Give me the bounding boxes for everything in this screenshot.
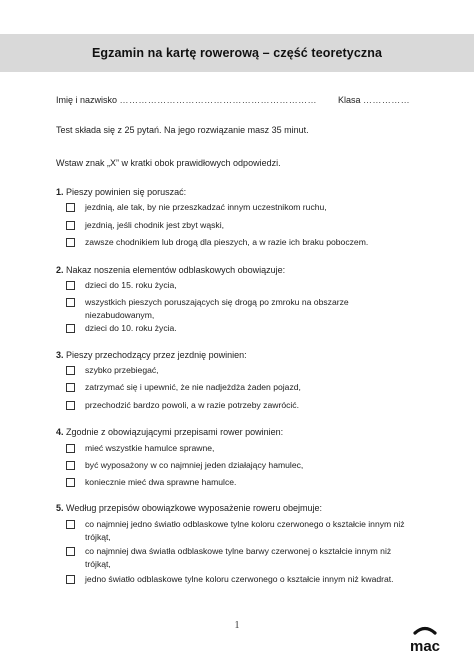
option-text: szybko przebiegać, <box>85 365 159 375</box>
option-text: dzieci do 10. roku życia. <box>85 323 177 333</box>
name-field-row <box>56 94 317 106</box>
question-4-option-3[interactable] <box>66 476 406 489</box>
option-text: jezdnią, jeśli chodnik jest zbyt wąski, <box>85 220 224 230</box>
option-text: być wyposażony w co najmniej jeden działający hamulec, <box>85 460 304 470</box>
question-1-option-1[interactable] <box>66 201 406 214</box>
question-3 <box>56 349 247 361</box>
intro-time-info: Test składa się z 25 pytań. Na jego rozwiązanie masz 35 minut. <box>56 125 309 135</box>
checkbox[interactable] <box>66 401 75 410</box>
question-1-option-2[interactable] <box>66 219 406 232</box>
option-text: koniecznie mieć dwa sprawne hamulce. <box>85 477 237 487</box>
checkbox[interactable] <box>66 444 75 453</box>
question-text: Nakaz noszenia elementów odblaskowych obowiązuje: <box>66 265 286 275</box>
logo-text: mac <box>409 638 441 655</box>
checkbox[interactable] <box>66 281 75 290</box>
question-5-option-1[interactable] <box>66 518 406 543</box>
option-text: przechodzić bardzo powoli, a w razie potrzeby zawrócić. <box>85 400 299 410</box>
question-3-option-3[interactable] <box>66 399 406 412</box>
checkbox[interactable] <box>66 575 75 584</box>
question-1-option-3[interactable] <box>66 236 406 249</box>
option-text: jezdnią, ale tak, by nie przeszkadzać innym uczestnikom ruchu, <box>85 202 327 212</box>
question-number: 4. <box>56 427 64 437</box>
checkbox[interactable] <box>66 478 75 487</box>
checkbox[interactable] <box>66 221 75 230</box>
question-text: Pieszy powinien się poruszać: <box>66 187 187 197</box>
checkbox[interactable] <box>66 461 75 470</box>
question-number: 2. <box>56 265 64 275</box>
checkbox[interactable] <box>66 238 75 247</box>
option-text: mieć wszystkie hamulce sprawne, <box>85 443 215 453</box>
question-number: 1. <box>56 187 64 197</box>
checkbox[interactable] <box>66 520 75 529</box>
option-text: zawsze chodnikiem lub drogą dla pieszych, a w razie ich braku poboczem. <box>85 237 369 247</box>
class-field[interactable]: …………… <box>363 95 411 105</box>
page-title: Egzamin na kartę rowerową – część teoretyczna <box>91 46 383 60</box>
question-text: Pieszy przechodzący przez jezdnię powinien: <box>66 350 247 360</box>
question-1 <box>56 186 186 198</box>
option-text: dzieci do 15. roku życia, <box>85 280 177 290</box>
question-2 <box>56 264 285 276</box>
option-text: zatrzymać się i upewnić, że nie nadjeżdża żaden pojazd, <box>85 382 301 392</box>
page-number: 1 <box>234 620 240 631</box>
question-number: 3. <box>56 350 64 360</box>
checkbox[interactable] <box>66 203 75 212</box>
option-text: co najmniej dwa światła odblaskowe tylne barwy czerwonej o kształcie innym niż trójkąt, <box>85 546 392 569</box>
question-4-option-1[interactable] <box>66 442 406 455</box>
name-field[interactable]: ……………………………………………………… <box>119 95 317 105</box>
option-text: wszystkich pieszych poruszających się drogą po zmroku na obszarze niezabudowanym, <box>85 297 349 320</box>
option-text: jedno światło odblaskowe tylne koloru czerwonego o kształcie innym niż kwadrat. <box>85 574 394 584</box>
question-2-option-3[interactable] <box>66 322 406 335</box>
class-field-row <box>338 94 410 106</box>
question-2-option-1[interactable] <box>66 279 406 292</box>
question-4-option-2[interactable] <box>66 459 406 472</box>
checkbox[interactable] <box>66 547 75 556</box>
question-5-option-2[interactable] <box>66 545 406 570</box>
option-text: co najmniej jedno światło odblaskowe tylne koloru czerwonego o kształcie innym niż trójkąt, <box>85 519 405 542</box>
question-number: 5. <box>56 503 64 513</box>
mac-logo-icon <box>405 623 445 659</box>
name-label: Imię i nazwisko <box>56 95 118 105</box>
checkbox[interactable] <box>66 298 75 307</box>
question-3-option-2[interactable] <box>66 381 406 394</box>
question-text: Według przepisów obowiązkowe wyposażenie roweru obejmuje: <box>66 503 322 513</box>
intro-instructions: Wstaw znak „X” w kratki obok prawidłowych odpowiedzi. <box>56 158 281 168</box>
title-bar <box>0 34 474 72</box>
question-text: Zgodnie z obowiązującymi przepisami rower powinien: <box>66 427 284 437</box>
class-label: Klasa <box>338 95 361 105</box>
question-4 <box>56 426 283 438</box>
checkbox[interactable] <box>66 366 75 375</box>
question-3-option-1[interactable] <box>66 364 406 377</box>
question-2-option-2[interactable] <box>66 296 406 321</box>
question-5-option-3[interactable] <box>66 573 406 586</box>
question-5 <box>56 502 322 514</box>
checkbox[interactable] <box>66 324 75 333</box>
checkbox[interactable] <box>66 383 75 392</box>
